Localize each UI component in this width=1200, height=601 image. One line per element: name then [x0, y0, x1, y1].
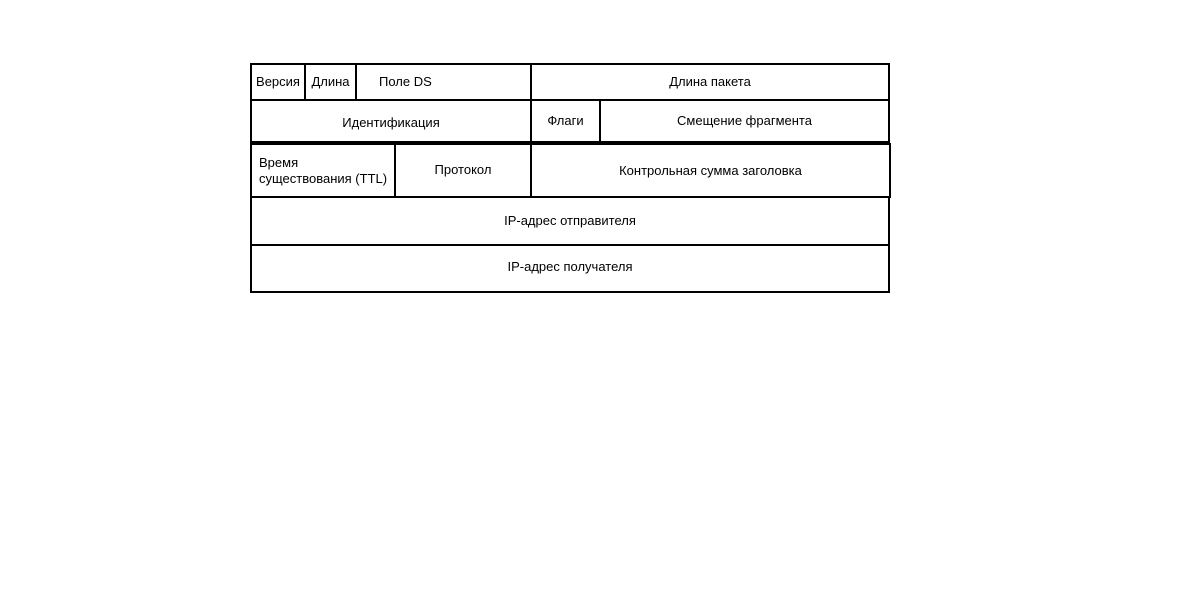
source-ip-label: IP-адрес отправителя: [504, 213, 636, 228]
identification-label: Идентификация: [342, 115, 440, 130]
destination-ip-field: [250, 244, 890, 293]
identification-field: [250, 99, 532, 143]
ttl-label: [259, 155, 387, 187]
ttl-field: [250, 143, 396, 198]
fragment-offset-label: Смещение фрагмента: [677, 113, 812, 128]
header-length-field: [304, 63, 357, 101]
ds-field: [355, 63, 532, 101]
protocol-label: Протокол: [434, 162, 492, 177]
flags-label: Флаги: [547, 113, 584, 128]
packet-length-field: [530, 63, 890, 101]
header-checksum-label: Контрольная сумма заголовка: [619, 162, 802, 178]
ds-field-label: Поле DS: [379, 74, 432, 89]
version-field: [250, 63, 306, 101]
version-label: Версия: [256, 74, 300, 89]
flags-field: [530, 99, 601, 143]
fragment-offset-field: [599, 99, 890, 143]
source-ip-field: [250, 196, 890, 246]
destination-ip-label: IP-адрес получателя: [507, 259, 633, 274]
header-length-label: Длина: [311, 74, 350, 89]
protocol-field: [394, 143, 532, 198]
packet-length-label: Длина пакета: [669, 74, 751, 89]
ttl-label-line1: Время: [259, 154, 299, 170]
ttl-label-line2: существования (TTL): [259, 170, 388, 186]
header-checksum-field: [530, 143, 891, 198]
